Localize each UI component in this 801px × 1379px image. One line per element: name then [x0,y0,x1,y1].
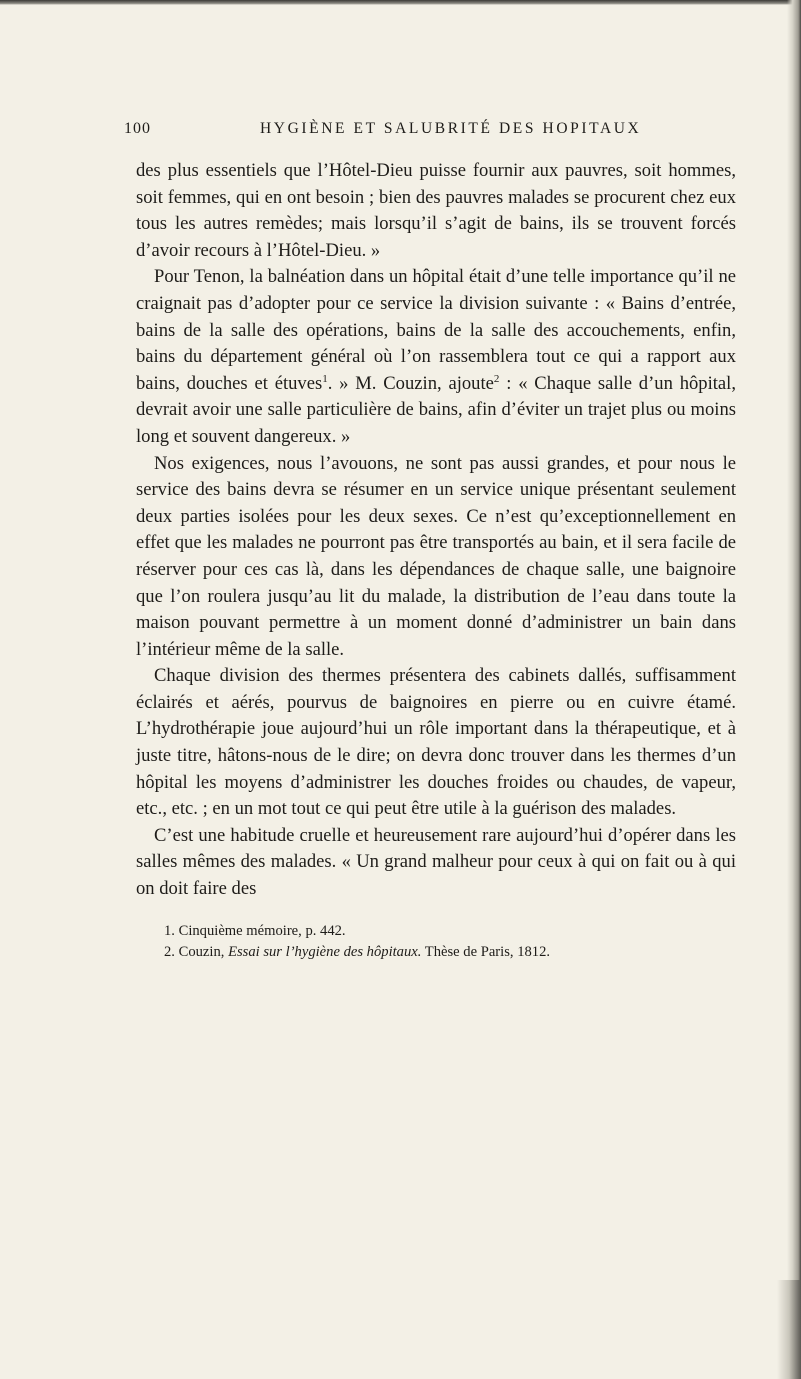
paragraph-5-text: C’est une habitude cruelle et heureusement rare aujourd’hui d’opérer dans les salles mêmes des malades. « Un grand malheur pour ceux à qui on fait ou à qui on doit faire des [136,824,736,900]
paragraph-5 [136,823,736,903]
paragraph-2-text-a: Pour Tenon, la balnéation dans un hôpital était d’une telle importance qu’il ne craignait pas d’adopter pour ce service la division suivante : « Bains d’entrée, bains de la salle des opérations, bains de la salle des accouchements, enfin, bains du département général où l’on rassemblera tout ce qui a rapport aux bains, douches et étuves [136,266,736,394]
paragraph-3 [136,451,736,664]
paragraph-2-text-c: : « Chaque salle d’un hôpital, devrait avoir une salle particulière de bains, afin d’éviter un trajet plus ou moins long et souvent dangereux. » [136,372,736,447]
footnotes [124,921,740,963]
footnote-2-lead: 2. Couzin, [164,943,229,960]
running-title: HYGIÈNE ET SALUBRITÉ DES HOPITAUX [260,120,642,137]
footnote-1-text: 1. Cinquième mémoire, p. 442. [164,922,346,939]
page-edge-right-bottom [777,1280,801,1379]
paragraph-2-text-b: . » M. Couzin, ajoute [327,372,494,394]
paragraph-4-text: Chaque division des thermes présentera des cabinets dallés, suffisamment éclairés et aérés, pourvus de baignoires en pierre ou en cuivre étamé. L’hydrothérapie joue aujourd’hui un rôle important dans la thérapeutique, et à juste titre, hâtons-nous de le dire; on devra donc trouver dans les thermes d’un hôpital les moyens d’administrer les douches froides ou chaudes, de vapeur, etc., etc. ; en un mot tout ce qui peut être utile à la guérison des malades. [136,665,736,820]
footnote-1 [164,921,740,942]
paragraph-1 [136,158,736,264]
page-edge-top [0,0,801,5]
footnote-2 [164,942,740,963]
footnote-ref-2: 2 [493,372,500,385]
paragraph-4 [136,663,736,823]
paragraph-1-text: des plus essentiels que l’Hôtel-Dieu puisse fournir aux pauvres, soit hommes, soit femmes, qui en ont besoin ; bien des pauvres malades se procurent chez eux tous les autres remèdes; mais lorsqu’il s’agit de bains, ils se trouvent forcés d’avoir recours à l’Hôtel-Dieu. » [136,160,736,261]
page-number: 100 [124,120,151,137]
body-text [124,158,740,903]
running-head [124,118,740,144]
footnote-ref-1: 1 [322,372,328,385]
paragraph-3-text: Nos exigences, nous l’avouons, ne sont pas aussi grandes, et pour nous le service des bains devra se résumer en un service unique présentant seulement deux parties isolées pour les deux sexes. Ce n’est qu’exceptionnellement en effet que les malades ne pourront pas être transportés au bain, et il sera facile de réserver pour ces cas là, dans les dépendances de chaque salle, une baignoire que l’on roulera jusqu’au lit du malade, la distribution de l’eau dans toute la maison pouvant permettre à un moment donné d’administrer un bain dans l’intérieur même de la salle. [136,452,736,660]
footnote-2-title: Essai sur l’hygiène des hôpitaux. [228,943,422,960]
paragraph-2 [136,264,736,450]
footnote-2-tail: Thèse de Paris, 1812. [421,943,551,960]
book-page [124,118,740,963]
page-edge-right [787,0,801,1379]
